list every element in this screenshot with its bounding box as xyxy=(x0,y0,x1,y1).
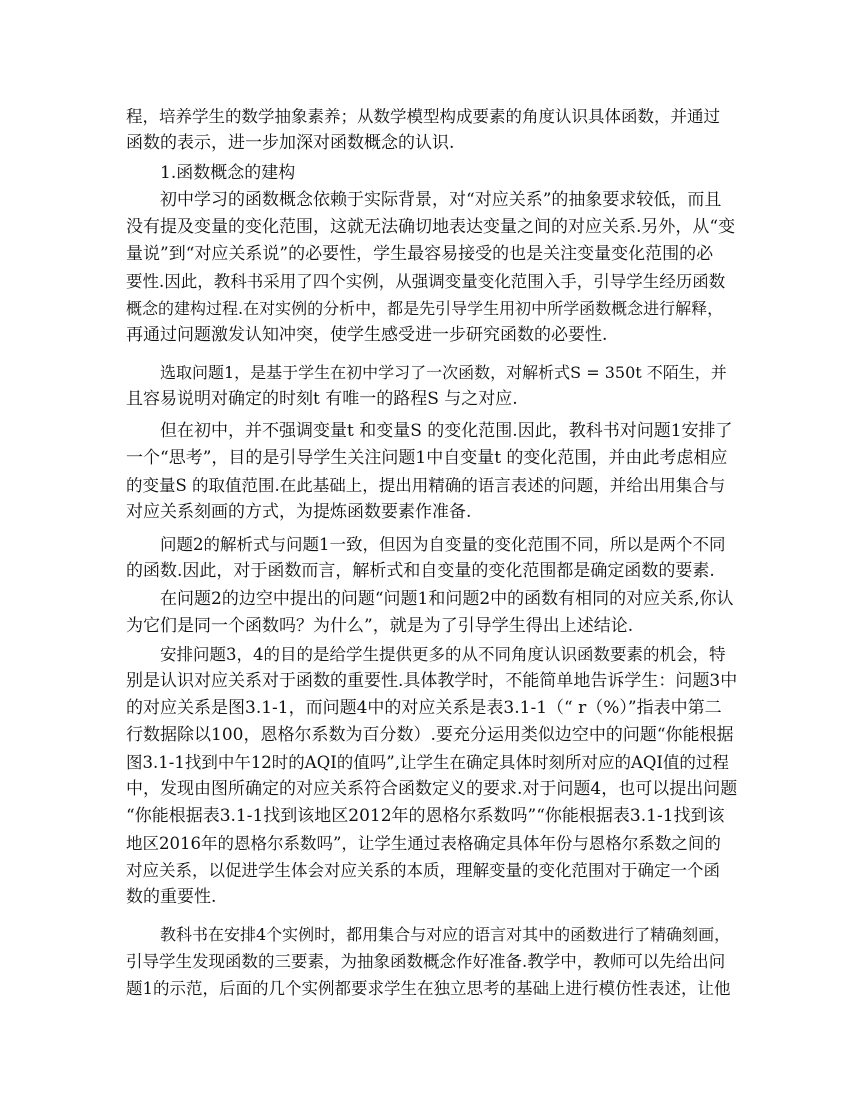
text-line: 为它们是同一个函数吗？为什么”，就是为了引导学生得出上述结论. xyxy=(126,616,634,636)
paragraph-four-examples xyxy=(126,921,736,1002)
text-line: 中，发现由图所确定的对应关系符合函数定义的要求.对于问题4，也可以提出问题 xyxy=(126,779,738,799)
paragraph-function-concept xyxy=(126,187,736,349)
paragraph-margin-question xyxy=(126,586,736,640)
text-line: 一个“思考”，目的是引导学生关注问题1中自变量t 的变化范围，并由此考虑相应 xyxy=(126,448,728,468)
text-line: 在问题2的边空中提出的问题“问题1和问题2中的函数有相同的对应关系,你认 xyxy=(160,589,734,609)
text-line: 引导学生发现函数的三要素，为抽象函数概念作好准备.教学中，教师可以先给出问 xyxy=(126,952,726,971)
text-line: 量说”到“对应关系说”的必要性，学生最容易接受的也是关注变量变化范围的必 xyxy=(126,244,714,264)
paragraph-problem-2 xyxy=(126,531,736,585)
paragraph-variable-range xyxy=(126,418,736,526)
heading-text: 1.函数概念的建构 xyxy=(160,163,296,183)
paragraph-intro-continuation xyxy=(126,103,736,157)
text-line: 选取问题1，是基于学生在初中学习了一次函数，对解析式S = 350t 不陌生，并 xyxy=(160,363,727,382)
text-line: 没有提及变量的变化范围，这就无法确切地表达变量之间的对应关系.另外，从“变 xyxy=(126,217,736,237)
text-line: 初中学习的函数概念依赖于实际背景，对“对应关系”的抽象要求较低，而且 xyxy=(160,190,722,210)
text-line: 图3.1-1找到中午12时的AQI的值吗”,让学生在确定具体时刻所对应的AQI值的过程 xyxy=(126,753,729,772)
text-line: 程，培养学生的数学抽象素养；从数学模型构成要素的角度认识具体函数，并通过 xyxy=(126,107,720,126)
text-line: 概念的建构过程.在对实例的分析中，都是先引导学生用初中所学函数概念进行解释， xyxy=(126,299,724,318)
text-line: 且容易说明对确定的时刻t 有唯一的路程S 与之对应. xyxy=(126,389,518,409)
text-line: 题1的示范，后面的几个实例都要求学生在独立思考的基础上进行模仿性表述，让他 xyxy=(126,979,731,998)
text-line: 行数据除以100，恩格尔系数为百分数）.要充分运用类似边空中的问题“你能根据 xyxy=(126,725,734,745)
paragraph-problem-1 xyxy=(126,359,736,413)
text-line: 数的重要性. xyxy=(126,887,217,907)
text-line: 的变量S 的取值范围.在此基础上，提出用精确的语言表述的问题，并给出用集合与 xyxy=(126,476,726,495)
text-line: 别是认识对应关系对于函数的重要性.具体教学时，不能简单地告诉学生：问题3中 xyxy=(126,671,738,691)
text-line: 的函数.因此，对于函数而言，解析式和自变量的变化范围都是确定函数的要素. xyxy=(126,561,715,581)
paragraph-problems-3-4 xyxy=(126,641,736,911)
text-line: 安排问题3，4的目的是给学生提供更多的从不同角度认识函数要素的机会，特 xyxy=(160,645,726,664)
text-line: 函数的表示，进一步加深对函数概念的认识. xyxy=(126,133,455,153)
text-line: 教科书在安排4个实例时，都用集合与对应的语言对其中的函数进行了精确刻画， xyxy=(160,925,731,944)
text-line: 地区2016年的恩格尔系数吗”，让学生通过表格确定具体年份与恩格尔系数之间的 xyxy=(126,834,721,853)
text-line: “你能根据表3.1-1找到该地区2012年的恩格尔系数吗”“你能根据表3.1-1找到该 xyxy=(126,806,725,826)
section-heading xyxy=(126,160,736,187)
text-line: 但在初中，并不强调变量t 和变量S 的变化范围.因此，教科书对问题1安排了 xyxy=(160,421,733,441)
text-line: 对应关系刻画的方式，为提炼函数要素作准备. xyxy=(126,502,472,522)
text-line: 的对应关系是图3.1-1，而问题4中的对应关系是表3.1-1（“ r（%）”指表中第二 xyxy=(126,698,722,718)
text-line: 问题2的解析式与问题1一致，但因为自变量的变化范围不同，所以是两个不同 xyxy=(160,535,726,554)
text-line: 要性.因此，教科书采用了四个实例，从强调变量变化范围入手，引导学生经历函数 xyxy=(126,272,726,291)
text-line: 再通过问题激发认知冲突，使学生感受进一步研究函数的必要性. xyxy=(126,325,608,345)
text-line: 对应关系，以促进学生体会对应关系的本质，理解变量的变化范围对于确定一个函 xyxy=(126,861,720,880)
